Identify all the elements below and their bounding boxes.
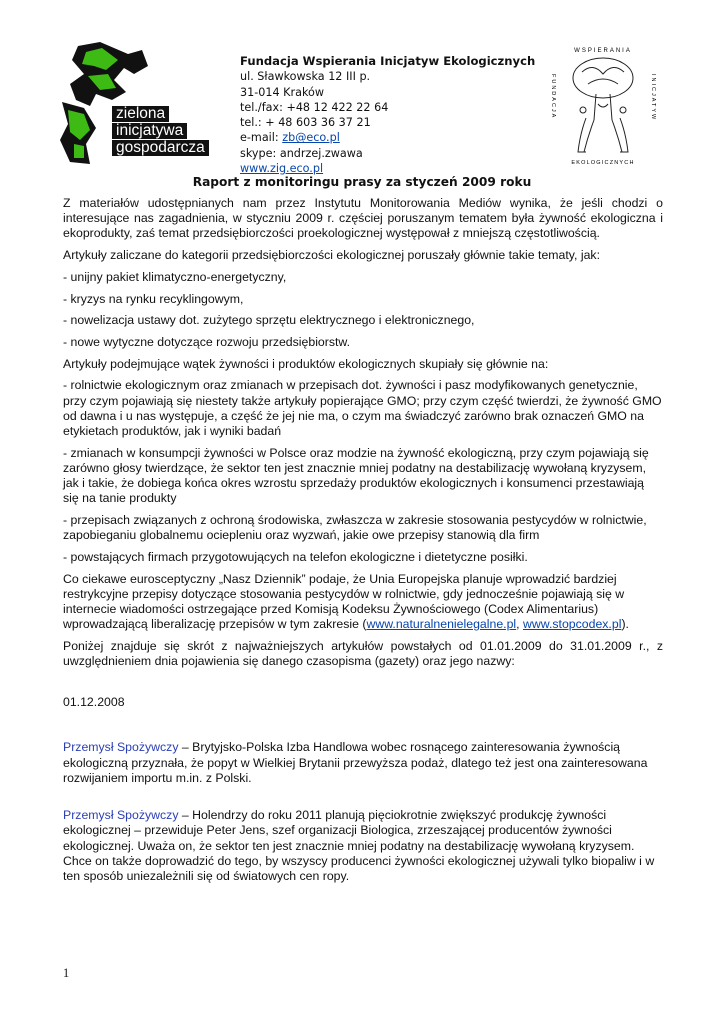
seal-bottom-text: EKOLOGICZNYCH (571, 160, 635, 166)
seal-left-text: FUNDACJA (550, 74, 556, 120)
contact-block (240, 54, 535, 176)
tel: tel.: + 48 603 36 37 21 (240, 116, 371, 130)
summary-intro: Poniżej znajduje się skrót z najważniejszych artykułów powstałych od 01.01.2009 do 31.01.2009 r., z uwzględnieniem dnia pojawienia się danego czasopisma (gazety) oraz jego nazwy: (63, 638, 663, 669)
topic-item: - kryzys na rynku recyklingowym, (63, 291, 244, 306)
logo-line-2: inicjatywa (112, 123, 187, 139)
article-item (63, 808, 663, 884)
euro-paragraph (63, 572, 663, 633)
website-link[interactable]: www.zig.eco.pl (240, 162, 324, 176)
report-title: Raport z monitoringu prasy za styczeń 2009 roku (192, 175, 532, 189)
email-line (240, 130, 535, 145)
food-topic-item: - przepisach związanych z ochroną środowiska, zwłaszcza w zakresie stosowania pestycydów w rolnictwie, zapobieganiu globalnemu ociepleniu oraz wyzwań, jakie owe przepisy stanowią dla firm (63, 512, 647, 543)
food-topic-item: - zmianach w konsumpcji żywności w Polsce oraz modzie na żywność ekologiczną, przy czym pojawiają się zarówno głosy twierdzące, że sektor ten jest znacznie mniej podatny na destabilizację wywołaną kryzysem, jak i takie, że dobiega końca okres wzrostu sprzedaży produktów ekologicznych i konsumenci przestawiają się na tanie produkty (63, 445, 649, 506)
email-link[interactable]: zb@eco.pl (282, 131, 340, 145)
article-item (63, 740, 663, 786)
food-topic-item: - powstających firmach przygotowujących na telefon ekologiczne i dietetyczne posiłki. (63, 549, 528, 564)
date-heading: 01.12.2008 (63, 695, 125, 710)
zig-logo (56, 40, 226, 168)
seal-right-text: INICJATYW (650, 74, 656, 122)
article-text: – Holendrzy do roku 2011 planują pięciokrotnie zwiększyć produkcję żywności ekologicznej – przewiduje Peter Jens, szef organizacji Biologica, zrzeszającej producentów żywności ekologicznej. Uważa on, że sektor ten jest znacznie mniej podatny na destabilizację wywołaną kryzysem. Chce on także doprowadzić do tego, by wszyscy producenci żywności ekologicznej używali tylko biopaliw i w ten sposób uniezależnili się od światowych cen ropy. (63, 808, 655, 883)
logo-line-1: zielona (112, 106, 169, 122)
article-source: Przemysł Spożywczy (63, 740, 179, 755)
email-label: e-mail: (240, 131, 283, 145)
intro-paragraph: Z materiałów udostępnianych nam przez Instytutu Monitorowania Mediów wynika, że jeśli chodzi o interesujące nas zagadnienia, w styczniu 2009 r. częściej poruszanym tematem była żywność ekologiczna i ekoprodukty, zaś temat przedsiębiorczości proekologicznej występował z mniejszą częstotliwością. (63, 196, 663, 241)
org-name: Fundacja Wspierania Inicjatyw Ekologicznych (240, 54, 536, 68)
link-stopcodex[interactable]: www.stopcodex.pl (523, 617, 622, 632)
topic-item: - nowe wytyczne dotyczące rozwoju przedsiębiorstw. (63, 334, 351, 349)
food-intro: Artykuły podejmujące wątek żywności i produktów ekologicznych skupiały się głównie na: (63, 356, 549, 371)
food-topic-item: - rolnictwie ekologicznym oraz zmianach w przepisach dot. żywności i pasz modyfikowanych genetycznie, przy czym pojawiają się niestety także artykuły popierające GMO; przy czym część twierdzi, że żywność GMO od dawna i u nas występuje, a część że jej nie ma, o czym ma świadczyć zarówno brak oznaczeń GMO na etykietach produktów, jak i wyniki badań (63, 378, 662, 438)
euro-text: Co ciekawe eurosceptyczny „Nasz Dziennik” podaje, że Unia Europejska planuje wprowadzić bardziej restrykcyjne przepisy dotyczące stosowania pestycydów w rolnictwie, gdy jednocześnie pojawiają się w internecie wiadomości ostrzegające przed Komisją Kodeksu Żywnościowego (Codex Alimentarius) wprowadzającą liberalizację przepisów w tym zakresie ( (63, 571, 625, 632)
topic-item: - unijny pakiet klimatyczno-energetyczny, (63, 269, 287, 284)
link-separator: , (516, 617, 523, 632)
telfax: tel./fax: +48 12 422 22 64 (240, 100, 389, 114)
page-number: 1 (63, 966, 70, 980)
topic-item: - nowelizacja ustawy dot. zużytego sprzętu elektrycznego i elektronicznego, (63, 313, 475, 328)
foundation-seal (548, 44, 658, 166)
logo-line-3: gospodarcza (112, 140, 209, 156)
article-source: Przemysł Spożywczy (63, 808, 179, 823)
euro-end: ). (621, 617, 629, 632)
skype: skype: andrzej.zwawa (240, 146, 363, 160)
tree-seal-icon (548, 44, 658, 166)
seal-top-text: WSPIERANIA (574, 48, 632, 54)
topics-intro: Artykuły zaliczane do kategorii przedsiębiorczości ekologicznej poruszały głównie takie tematy, jak: (63, 248, 600, 263)
report-body (63, 196, 663, 891)
street: ul. Sławkowska 12 III p. (240, 70, 371, 84)
link-naturalnenielegalne[interactable]: www.naturalnenielegalne.pl (366, 617, 517, 632)
city: 31-014 Kraków (240, 85, 325, 99)
article-text: – Brytyjsko-Polska Izba Handlowa wobec rosnącego zainteresowania żywnością ekologiczną przyznała, że popyt w Wielkiej Brytanii przewyższa podaż, dlatego też jest ona zainteresowana rozwijaniem importu m.in. z Polski. (63, 740, 648, 785)
